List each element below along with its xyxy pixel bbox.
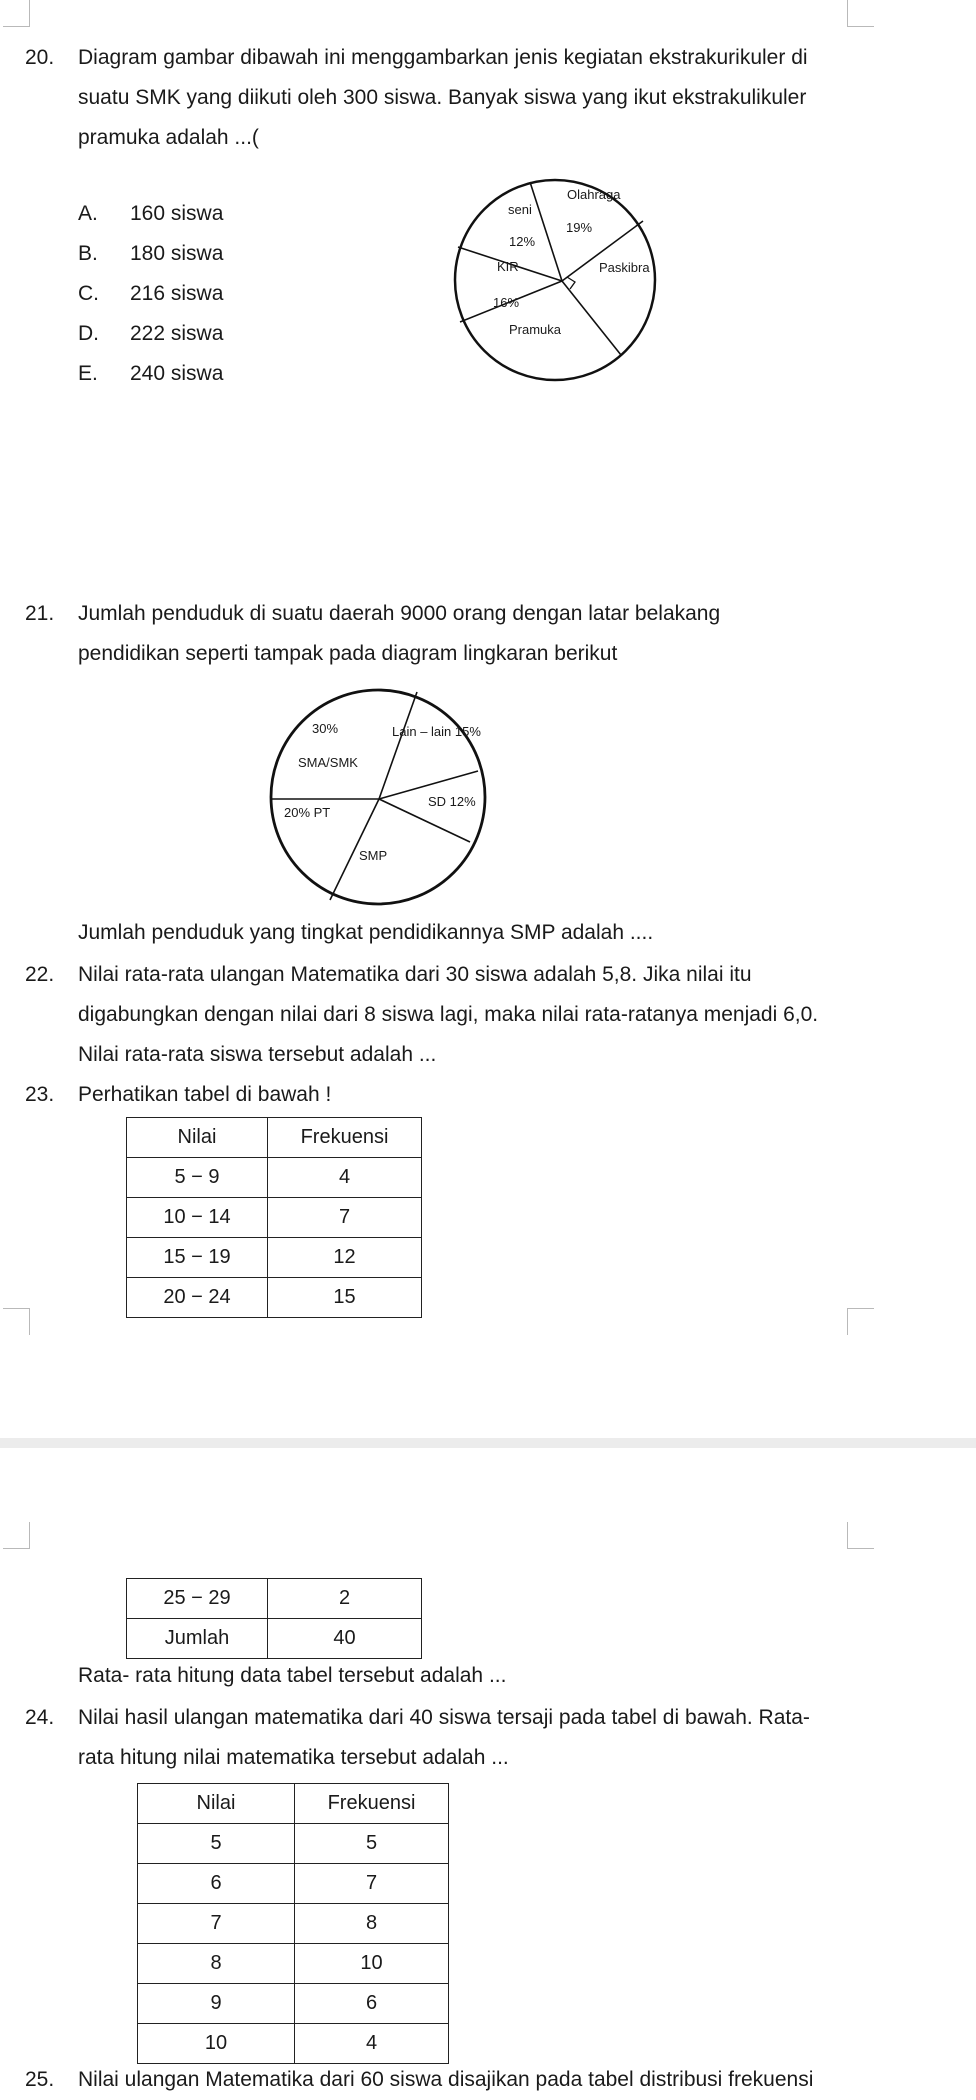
table-row [138, 1904, 449, 1944]
table-cell: 5 [295, 1824, 449, 1864]
table-cell: 15 [268, 1278, 422, 1318]
table-row [127, 1238, 422, 1278]
table-cell: 4 [295, 2024, 449, 2064]
crop-mark [3, 0, 30, 27]
table-cell: 4 [268, 1158, 422, 1198]
option-text: 240 siswa [130, 362, 224, 385]
table-cell: 7 [138, 1904, 295, 1944]
chart-label-sma-percent: 30% [312, 721, 339, 736]
table-header-row [138, 1784, 449, 1824]
option-letter: E. [78, 362, 98, 385]
crop-mark [847, 1522, 874, 1549]
question-number: 22. [25, 963, 55, 986]
pie-slice-boundary [562, 281, 621, 355]
table-row [138, 2024, 449, 2064]
question-text-line: Nilai ulangan Matematika dari 60 siswa disajikan pada tabel distribusi frekuensi [78, 2068, 814, 2091]
chart-label-kir-percent: 16% [493, 295, 520, 310]
table-header-row [127, 1118, 422, 1158]
question-text-line: Nilai hasil ulangan matematika dari 40 siswa tersaji pada tabel di bawah. Rata- [78, 1706, 810, 1729]
chart-label-olahraga: Olahraga [567, 187, 621, 202]
table-cell: 20 − 24 [127, 1278, 268, 1318]
table-row [127, 1278, 422, 1318]
question-text-line: Nilai rata-rata ulangan Matematika dari 30 siswa adalah 5,8. Jika nilai itu [78, 963, 752, 986]
chart-label-paskibra: Paskibra [599, 260, 650, 275]
table-cell: 6 [138, 1864, 295, 1904]
table-row [138, 1824, 449, 1864]
question-21-prompt: Jumlah penduduk yang tingkat pendidikannya SMP adalah .... [78, 921, 654, 944]
education-pie-chart [260, 685, 500, 905]
table-cell: 7 [268, 1198, 422, 1238]
question-text-line: suatu SMK yang diikuti oleh 300 siswa. Banyak siswa yang ikut ekstrakulikuler [78, 86, 807, 109]
option-letter: C. [78, 282, 99, 305]
chart-label-pramuka: Pramuka [509, 322, 562, 337]
question-text-line: rata hitung nilai matematika tersebut adalah ... [78, 1746, 509, 1769]
question-22 [25, 955, 865, 1075]
table-cell: 5 [138, 1824, 295, 1864]
option-letter: B. [78, 242, 98, 265]
chart-label-seni: seni [508, 202, 532, 217]
crop-mark [847, 1308, 874, 1335]
question-25 [25, 2060, 945, 2100]
table-cell: 15 − 19 [127, 1238, 268, 1278]
table-row [138, 1864, 449, 1904]
table-header-cell: Nilai [138, 1784, 295, 1824]
table-cell: 8 [295, 1904, 449, 1944]
page-2 [0, 1448, 976, 2091]
question-text-line: Jumlah penduduk di suatu daerah 9000 orang dengan latar belakang [78, 602, 721, 625]
table-cell: 6 [295, 1984, 449, 2024]
table-row [138, 1984, 449, 2024]
page-separator [0, 1438, 976, 1448]
chart-label-sd: SD 12% [428, 794, 476, 809]
table-row [127, 1198, 422, 1238]
option-text: 180 siswa [130, 242, 224, 265]
chart-label-pt: 20% PT [284, 805, 331, 820]
frequency-table-q23 [126, 1117, 422, 1318]
chart-label-seni-percent: 12% [509, 234, 536, 249]
frequency-table-q24 [137, 1783, 449, 2064]
question-number: 25. [25, 2068, 55, 2091]
table-cell: 2 [268, 1579, 422, 1619]
table-cell: 12 [268, 1238, 422, 1278]
extracurricular-pie-chart [440, 175, 670, 385]
table-row [127, 1619, 422, 1659]
table-cell: 5 − 9 [127, 1158, 268, 1198]
chart-label-smp: SMP [359, 848, 388, 863]
question-intro: Perhatikan tabel di bawah ! [78, 1083, 332, 1106]
question-23 [25, 1075, 865, 1115]
table-cell: 7 [295, 1864, 449, 1904]
table-row [127, 1158, 422, 1198]
frequency-table-q23-continued [126, 1578, 422, 1659]
question-20 [25, 38, 865, 158]
question-number: 23. [25, 1083, 55, 1106]
question-number: 20. [25, 46, 55, 69]
option-text: 160 siswa [130, 202, 224, 225]
question-text-line: pendidikan seperti tampak pada diagram lingkaran berikut [78, 642, 618, 665]
question-24 [25, 1698, 885, 1778]
table-row [127, 1579, 422, 1619]
question-number: 21. [25, 602, 55, 625]
question-text-line: pramuka adalah ...( [78, 126, 259, 149]
chart-label-sma: SMA/SMK [298, 755, 358, 770]
table-header-cell: Frekuensi [268, 1118, 422, 1158]
table-cell: 8 [138, 1944, 295, 1984]
table-header-cell: Frekuensi [295, 1784, 449, 1824]
table-cell: 10 − 14 [127, 1198, 268, 1238]
table-cell: 10 [138, 2024, 295, 2064]
table-cell: 9 [138, 1984, 295, 2024]
right-angle-marker [567, 277, 575, 289]
crop-mark [847, 0, 874, 27]
option-text: 216 siswa [130, 282, 224, 305]
question-text-line: digabungkan dengan nilai dari 8 siswa lagi, maka nilai rata-ratanya menjadi 6,0. [78, 1003, 819, 1026]
option-letter: A. [78, 202, 98, 225]
pie-slice-boundary [379, 692, 417, 799]
chart-label-lain-lain: Lain – lain 15% [392, 724, 481, 739]
question-text-line: Nilai rata-rata siswa tersebut adalah ... [78, 1043, 437, 1066]
question-number: 24. [25, 1706, 55, 1729]
table-cell: 10 [295, 1944, 449, 1984]
table-cell: 40 [268, 1619, 422, 1659]
crop-mark [3, 1522, 30, 1549]
question-text-line: Diagram gambar dibawah ini menggambarkan jenis kegiatan ekstrakurikuler di [78, 46, 808, 69]
chart-label-olahraga-percent: 19% [566, 220, 593, 235]
question-23-prompt: Rata- rata hitung data tabel tersebut adalah ... [78, 1664, 507, 1687]
option-text: 222 siswa [130, 322, 224, 345]
chart-label-kir: KIR [497, 259, 519, 274]
table-cell: 25 − 29 [127, 1579, 268, 1619]
question-21 [25, 594, 865, 674]
pie-slice-boundary [530, 182, 562, 281]
table-row [138, 1944, 449, 1984]
option-letter: D. [78, 322, 99, 345]
table-cell: Jumlah [127, 1619, 268, 1659]
table-header-cell: Nilai [127, 1118, 268, 1158]
pie-outline [455, 180, 655, 380]
crop-mark [3, 1308, 30, 1335]
